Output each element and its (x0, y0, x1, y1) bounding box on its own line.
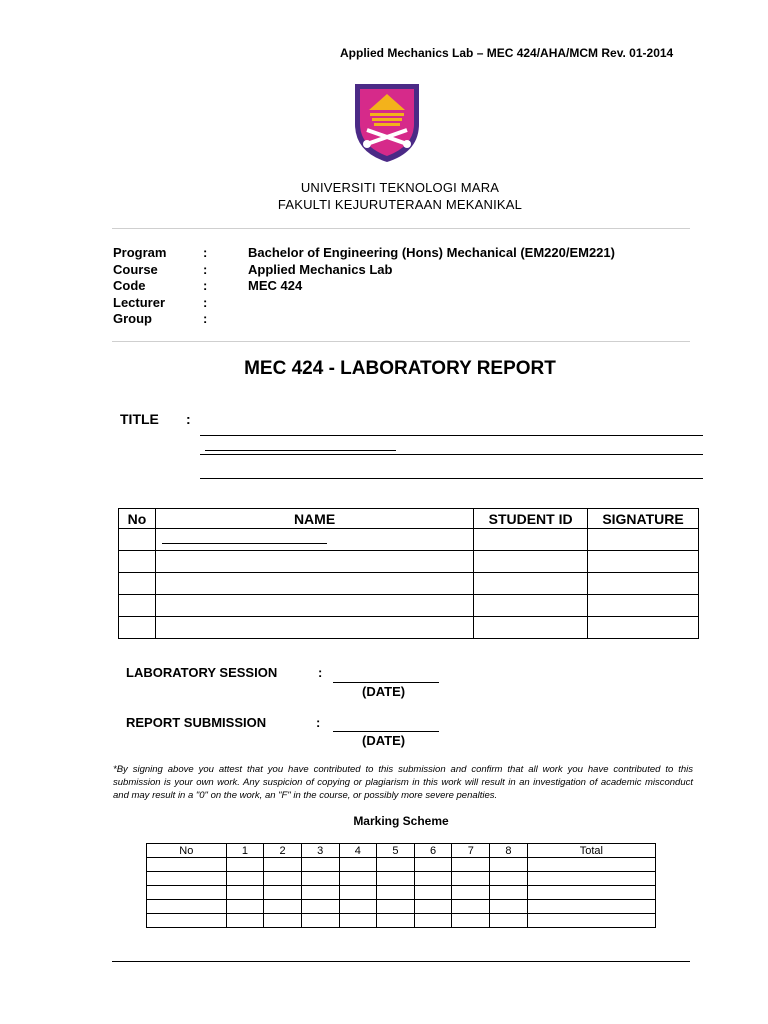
title-line-3[interactable] (200, 478, 703, 479)
table-row (119, 529, 699, 551)
lecturer-label: Lecturer (113, 295, 166, 310)
cell-no[interactable] (119, 529, 156, 551)
course-label: Course (113, 262, 158, 277)
marks-header-4: 4 (339, 844, 377, 858)
marks-cell[interactable] (527, 914, 655, 928)
marks-header-no: No (147, 844, 227, 858)
marks-cell[interactable] (301, 858, 339, 872)
title-line-2[interactable] (200, 454, 703, 455)
cell-student-id[interactable] (474, 529, 588, 551)
lab-session-date-caption: (DATE) (362, 684, 406, 699)
title-line-1[interactable] (200, 435, 703, 436)
marks-cell[interactable] (147, 886, 227, 900)
marks-cell[interactable] (339, 900, 377, 914)
marks-cell[interactable] (377, 858, 415, 872)
cell-signature[interactable] (588, 573, 699, 595)
cell-student-id[interactable] (474, 595, 588, 617)
marks-cell[interactable] (414, 914, 452, 928)
marks-cell[interactable] (339, 886, 377, 900)
marks-cell[interactable] (147, 872, 227, 886)
university-name: UNIVERSITI TEKNOLOGI MARA (300, 180, 500, 195)
marks-cell[interactable] (490, 886, 528, 900)
uitm-crest-logo (353, 80, 421, 164)
marks-cell[interactable] (264, 900, 302, 914)
document-header: Applied Mechanics Lab – MEC 424/AHA/MCM Rev. 01-2014 (340, 46, 674, 60)
cell-signature[interactable] (588, 551, 699, 573)
marks-header-1: 1 (226, 844, 264, 858)
marking-scheme-title: Marking Scheme (353, 814, 449, 828)
course-colon: : (203, 262, 208, 277)
marks-cell[interactable] (226, 858, 264, 872)
marks-cell[interactable] (527, 900, 655, 914)
marks-cell[interactable] (490, 900, 528, 914)
marks-cell[interactable] (264, 872, 302, 886)
group-label: Group (113, 311, 152, 326)
marks-cell[interactable] (264, 886, 302, 900)
col-header-student-id: STUDENT ID (474, 509, 588, 529)
marks-cell[interactable] (452, 886, 490, 900)
marks-cell[interactable] (301, 914, 339, 928)
marks-cell[interactable] (264, 914, 302, 928)
marks-cell[interactable] (527, 858, 655, 872)
report-title: MEC 424 - LABORATORY REPORT (244, 358, 556, 379)
marks-cell[interactable] (452, 900, 490, 914)
marks-row (147, 900, 656, 914)
marks-cell[interactable] (301, 900, 339, 914)
lab-session-label: LABORATORY SESSION (126, 665, 278, 680)
marks-cell[interactable] (147, 900, 227, 914)
cell-no[interactable] (119, 595, 156, 617)
cell-student-id[interactable] (474, 573, 588, 595)
report-submission-date-field[interactable] (333, 731, 439, 732)
title-underline-fragment (205, 450, 396, 451)
divider (112, 228, 690, 229)
marks-header-3: 3 (301, 844, 339, 858)
lab-session-colon: : (318, 665, 323, 680)
marking-scheme-table (146, 843, 656, 928)
course-value: Applied Mechanics Lab (248, 262, 393, 277)
student-table (118, 508, 699, 639)
marks-cell[interactable] (226, 886, 264, 900)
marks-cell[interactable] (339, 858, 377, 872)
cell-name[interactable] (155, 595, 473, 617)
marks-cell[interactable] (527, 872, 655, 886)
marks-cell[interactable] (452, 914, 490, 928)
marks-cell[interactable] (490, 914, 528, 928)
marks-cell[interactable] (226, 914, 264, 928)
name-underline (162, 543, 327, 544)
marks-cell[interactable] (452, 858, 490, 872)
marks-cell[interactable] (147, 914, 227, 928)
marks-cell[interactable] (339, 872, 377, 886)
program-label: Program (113, 245, 167, 260)
marks-cell[interactable] (414, 858, 452, 872)
lecturer-colon: : (203, 295, 208, 310)
marks-cell[interactable] (377, 914, 415, 928)
marks-header-8: 8 (490, 844, 528, 858)
cell-signature[interactable] (588, 617, 699, 639)
marks-cell[interactable] (301, 872, 339, 886)
marks-cell[interactable] (339, 914, 377, 928)
lab-session-date-field[interactable] (333, 682, 439, 683)
faculty-name: FAKULTI KEJURUTERAAN MEKANIKAL (277, 197, 523, 212)
report-submission-label: REPORT SUBMISSION (126, 715, 267, 730)
table-row (119, 617, 699, 639)
title-label: TITLE (120, 411, 159, 427)
marks-cell[interactable] (527, 886, 655, 900)
cell-signature[interactable] (588, 529, 699, 551)
code-value: MEC 424 (248, 278, 303, 293)
marks-cell[interactable] (452, 872, 490, 886)
marks-row (147, 914, 656, 928)
program-colon: : (203, 245, 208, 260)
footer-divider (112, 961, 690, 962)
table-row (119, 551, 699, 573)
cell-student-id[interactable] (474, 551, 588, 573)
cell-no[interactable] (119, 617, 156, 639)
cell-no[interactable] (119, 551, 156, 573)
disclaimer-text: *By signing above you attest that you have contributed to this submission and confirm that all work you have contributed to this submission is your own work. Any suspicion of copying or plagiarism in this work will result in an investigation of academic misconduct and may result in a "0" on the work, an "F" in the course, or possibly more severe penalties. (113, 764, 693, 801)
marks-cell[interactable] (147, 858, 227, 872)
col-header-no: No (119, 509, 156, 529)
marks-row (147, 858, 656, 872)
marks-cell[interactable] (377, 900, 415, 914)
marks-cell[interactable] (414, 872, 452, 886)
marks-cell[interactable] (414, 900, 452, 914)
marks-header-2: 2 (264, 844, 302, 858)
divider (112, 341, 690, 342)
col-header-name: NAME (155, 509, 473, 529)
title-colon: : (186, 411, 191, 427)
table-row (119, 595, 699, 617)
marks-cell[interactable] (414, 886, 452, 900)
col-header-signature: SIGNATURE (588, 509, 699, 529)
cell-no[interactable] (119, 573, 156, 595)
cell-signature[interactable] (588, 595, 699, 617)
report-submission-date-caption: (DATE) (362, 733, 406, 748)
marks-header-5: 5 (377, 844, 415, 858)
code-colon: : (203, 278, 208, 293)
cell-name[interactable] (155, 529, 473, 551)
program-value: Bachelor of Engineering (Hons) Mechanical (EM220/EM221) (248, 245, 615, 260)
cell-name[interactable] (155, 573, 473, 595)
marks-cell[interactable] (377, 872, 415, 886)
marks-cell[interactable] (264, 858, 302, 872)
cell-name[interactable] (155, 551, 473, 573)
marks-cell[interactable] (490, 858, 528, 872)
marks-cell[interactable] (226, 900, 264, 914)
marks-cell[interactable] (377, 886, 415, 900)
marks-header-total: Total (527, 844, 655, 858)
marks-cell[interactable] (226, 872, 264, 886)
cell-name[interactable] (155, 617, 473, 639)
cell-student-id[interactable] (474, 617, 588, 639)
group-colon: : (203, 311, 208, 326)
code-label: Code (113, 278, 146, 293)
report-submission-colon: : (316, 715, 321, 730)
table-row (119, 573, 699, 595)
marks-cell[interactable] (301, 886, 339, 900)
marks-cell[interactable] (490, 872, 528, 886)
marks-header-6: 6 (414, 844, 452, 858)
marks-row (147, 886, 656, 900)
marks-header-7: 7 (452, 844, 490, 858)
marks-row (147, 872, 656, 886)
